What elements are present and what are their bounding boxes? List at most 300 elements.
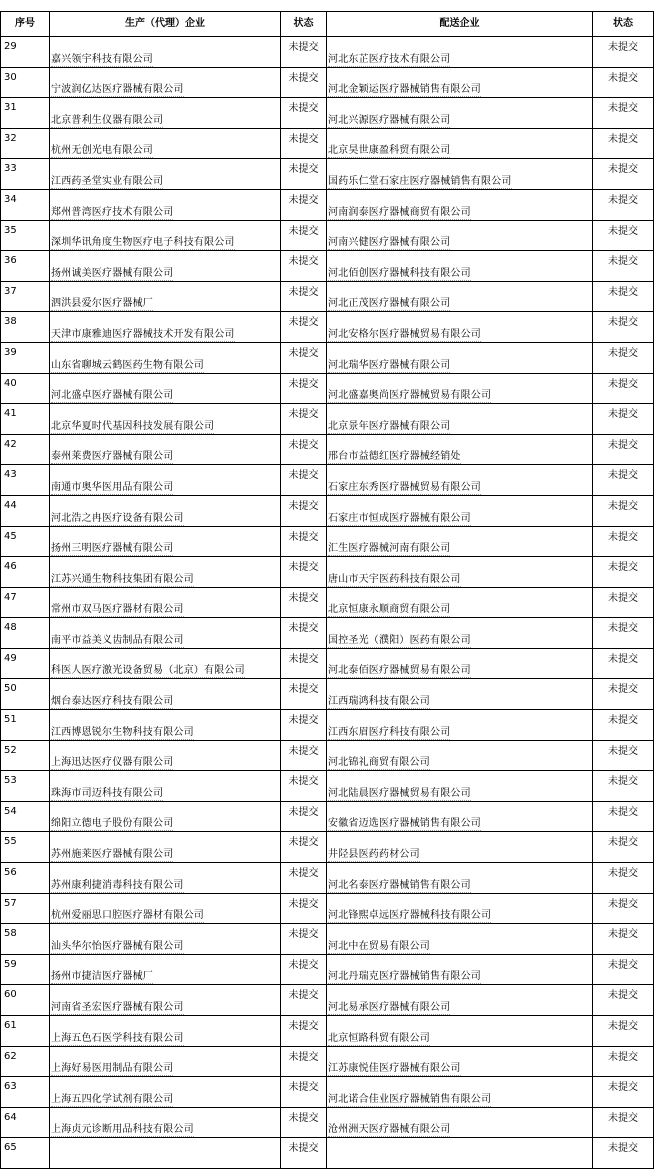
table-row [1, 618, 654, 649]
table-row [1, 98, 654, 129]
row-number: 61 [1, 1016, 50, 1047]
producer-status: 未提交 [281, 159, 327, 190]
table-row [1, 434, 654, 465]
distributor-status: 未提交 [593, 1107, 654, 1138]
distributor-company-text: 河北兴源医疗器械有限公司 [328, 114, 451, 126]
distributor-company [327, 251, 593, 282]
distributor-status: 未提交 [593, 893, 654, 924]
distributor-company-text: 河北安格尔医疗器械贸易有限公司 [328, 328, 481, 340]
distributor-status: 未提交 [593, 710, 654, 741]
header-status-2: 状态 [593, 12, 654, 37]
producer-status: 未提交 [281, 710, 327, 741]
producer-status: 未提交 [281, 404, 327, 435]
distributor-company [327, 465, 593, 496]
row-number: 42 [1, 434, 50, 465]
producer-status: 未提交 [281, 465, 327, 496]
distributor-company [327, 679, 593, 710]
producer-company [50, 985, 281, 1016]
distributor-status: 未提交 [593, 740, 654, 771]
header-distributor: 配送企业 [327, 12, 593, 37]
distributor-status: 未提交 [593, 648, 654, 679]
distributor-company-text: 北京景年医疗器械有限公司 [328, 420, 451, 432]
producer-company-text: 北京华夏时代基因科技发展有限公司 [51, 420, 215, 432]
producer-company-text: 科医人医疗激光设备贸易（北京）有限公司 [51, 665, 245, 677]
distributor-status: 未提交 [593, 1077, 654, 1108]
table-row [1, 342, 654, 373]
producer-status: 未提交 [281, 342, 327, 373]
distributor-status: 未提交 [593, 98, 654, 129]
producer-status: 未提交 [281, 954, 327, 985]
distributor-company-text: 国控圣光（濮阳）医药有限公司 [328, 634, 471, 646]
row-number: 52 [1, 740, 50, 771]
enterprise-status-table [0, 11, 654, 1169]
distributor-status: 未提交 [593, 1016, 654, 1047]
distributor-status: 未提交 [593, 954, 654, 985]
producer-company [50, 863, 281, 894]
table-row [1, 495, 654, 526]
distributor-status: 未提交 [593, 128, 654, 159]
producer-status: 未提交 [281, 526, 327, 557]
producer-status: 未提交 [281, 220, 327, 251]
table-row [1, 37, 654, 68]
distributor-company-text: 河北易承医疗器械有限公司 [328, 1002, 451, 1013]
producer-company [50, 740, 281, 771]
distributor-company-text: 北京昊世康盈科贸有限公司 [328, 145, 451, 157]
row-number: 50 [1, 679, 50, 710]
row-number: 38 [1, 312, 50, 343]
distributor-company [327, 710, 593, 741]
distributor-company-text: 唐山市天宇医药科技有限公司 [328, 573, 461, 585]
producer-company-text: 上海贞元诊断用品科技有限公司 [51, 1124, 194, 1136]
table-row [1, 771, 654, 802]
producer-company-text: 北京普利生仪器有限公司 [51, 114, 164, 126]
distributor-company [327, 220, 593, 251]
row-number: 49 [1, 648, 50, 679]
row-number: 46 [1, 557, 50, 588]
producer-status: 未提交 [281, 863, 327, 894]
distributor-company-text: 石家庄东秀医疗器械贸易有限公司 [328, 481, 481, 493]
producer-status: 未提交 [281, 128, 327, 159]
row-number: 33 [1, 159, 50, 190]
distributor-company [327, 1077, 593, 1108]
producer-company [50, 1107, 281, 1138]
producer-company [50, 159, 281, 190]
distributor-company-text: 石家庄市恒成医疗器械有限公司 [328, 512, 471, 524]
producer-company [50, 771, 281, 802]
producer-company-text: 南通市奥华医用品有限公司 [51, 481, 174, 493]
distributor-status: 未提交 [593, 863, 654, 894]
row-number: 34 [1, 189, 50, 220]
producer-status: 未提交 [281, 740, 327, 771]
table-row [1, 251, 654, 282]
producer-company [50, 189, 281, 220]
distributor-company [327, 434, 593, 465]
producer-status: 未提交 [281, 1016, 327, 1047]
producer-company [50, 251, 281, 282]
distributor-company [327, 740, 593, 771]
row-number: 32 [1, 128, 50, 159]
distributor-company [327, 1016, 593, 1047]
distributor-company-text: 安徽省迈选医疗器械销售有限公司 [328, 818, 481, 830]
table-row [1, 1107, 654, 1138]
row-number: 30 [1, 67, 50, 98]
distributor-company-text: 国药乐仁堂石家庄医疗器械销售有限公司 [328, 175, 512, 187]
producer-company-text: 珠海市司迈科技有限公司 [51, 787, 164, 799]
producer-status: 未提交 [281, 1046, 327, 1077]
row-number: 56 [1, 863, 50, 894]
producer-company [50, 954, 281, 985]
table-row [1, 893, 654, 924]
producer-status: 未提交 [281, 37, 327, 68]
producer-company [50, 1046, 281, 1077]
producer-company-text: 山东省聊城云鹤医药生物有限公司 [51, 359, 204, 371]
producer-company [50, 710, 281, 741]
table-row [1, 648, 654, 679]
distributor-company [327, 648, 593, 679]
table-row [1, 1077, 654, 1108]
producer-company-text: 南平市益美义齿制品有限公司 [51, 634, 184, 646]
header-producer: 生产（代理）企业 [50, 12, 281, 37]
table-row [1, 373, 654, 404]
distributor-status: 未提交 [593, 495, 654, 526]
table-row [1, 954, 654, 985]
distributor-status: 未提交 [593, 1046, 654, 1077]
producer-company-text: 杭州爱丽思口腔医疗器材有限公司 [51, 910, 204, 922]
producer-company-text: 河北浩之冉医疗设备有限公司 [51, 512, 184, 524]
distributor-company-text: 河北东芷医疗技术有限公司 [328, 53, 451, 65]
row-number: 40 [1, 373, 50, 404]
distributor-status: 未提交 [593, 618, 654, 649]
distributor-company [327, 1046, 593, 1077]
producer-company-text: 河南省圣宏医疗器械有限公司 [51, 1002, 184, 1013]
table-row [1, 863, 654, 894]
producer-status: 未提交 [281, 373, 327, 404]
producer-company-text: 上海迅达医疗仪器有限公司 [51, 757, 174, 769]
distributor-status: 未提交 [593, 587, 654, 618]
row-number: 62 [1, 1046, 50, 1077]
distributor-status: 未提交 [593, 1138, 654, 1169]
distributor-status: 未提交 [593, 679, 654, 710]
producer-status: 未提交 [281, 832, 327, 863]
producer-status: 未提交 [281, 434, 327, 465]
distributor-company-text: 河北瑞华医疗器械有限公司 [328, 359, 451, 371]
row-number: 64 [1, 1107, 50, 1138]
distributor-company [327, 128, 593, 159]
producer-company [50, 465, 281, 496]
distributor-status: 未提交 [593, 801, 654, 832]
table-row [1, 404, 654, 435]
distributor-company-text: 河北陆晨医疗器械贸易有限公司 [328, 787, 471, 799]
distributor-company-text: 沧州洲天医疗器械有限公司 [328, 1124, 451, 1136]
row-number: 58 [1, 924, 50, 955]
distributor-status: 未提交 [593, 37, 654, 68]
producer-status: 未提交 [281, 801, 327, 832]
distributor-company [327, 1138, 593, 1169]
producer-company [50, 801, 281, 832]
producer-company-text: 泰州莱费医疗器械有限公司 [51, 451, 174, 463]
producer-company [50, 1138, 281, 1169]
table-row [1, 465, 654, 496]
distributor-company [327, 281, 593, 312]
distributor-status: 未提交 [593, 342, 654, 373]
producer-company [50, 373, 281, 404]
distributor-status: 未提交 [593, 312, 654, 343]
distributor-status: 未提交 [593, 924, 654, 955]
row-number: 48 [1, 618, 50, 649]
distributor-company-text: 邢台市益德红医疗器械经销处 [328, 451, 461, 463]
row-number: 37 [1, 281, 50, 312]
producer-company-text: 扬州三明医疗器械有限公司 [51, 543, 174, 555]
distributor-company [327, 893, 593, 924]
producer-status: 未提交 [281, 1107, 327, 1138]
producer-status: 未提交 [281, 587, 327, 618]
distributor-status: 未提交 [593, 67, 654, 98]
row-number: 31 [1, 98, 50, 129]
row-number: 36 [1, 251, 50, 282]
distributor-company [327, 954, 593, 985]
distributor-company [327, 373, 593, 404]
distributor-company-text: 井陉县医药药材公司 [328, 849, 420, 861]
table-row [1, 1138, 654, 1169]
producer-company-text: 扬州市捷洁医疗器械厂 [51, 971, 153, 983]
producer-status: 未提交 [281, 251, 327, 282]
producer-company [50, 1016, 281, 1047]
producer-status: 未提交 [281, 924, 327, 955]
producer-company-text: 扬州诚美医疗器械有限公司 [51, 267, 174, 279]
table-row [1, 189, 654, 220]
table-body [1, 37, 654, 1169]
distributor-company-text: 汇生医疗器械河南有限公司 [328, 543, 451, 555]
row-number: 54 [1, 801, 50, 832]
header-status-1: 状态 [281, 12, 327, 37]
producer-company [50, 495, 281, 526]
distributor-company-text: 江西瑞鸿科技有限公司 [328, 696, 430, 708]
producer-status: 未提交 [281, 771, 327, 802]
producer-company [50, 37, 281, 68]
table-row [1, 312, 654, 343]
producer-company-text: 郑州普湾医疗技术有限公司 [51, 206, 174, 218]
producer-status: 未提交 [281, 1138, 327, 1169]
producer-company-text: 绵阳立德电子股份有限公司 [51, 818, 174, 830]
table-row [1, 924, 654, 955]
distributor-company-text: 河北佰创医疗器械科技有限公司 [328, 267, 471, 279]
producer-status: 未提交 [281, 985, 327, 1016]
row-number: 29 [1, 37, 50, 68]
distributor-company [327, 557, 593, 588]
producer-status: 未提交 [281, 618, 327, 649]
producer-company-text: 上海五色石医学科技有限公司 [51, 1032, 184, 1044]
distributor-company [327, 526, 593, 557]
producer-company [50, 220, 281, 251]
row-number: 45 [1, 526, 50, 557]
row-number: 44 [1, 495, 50, 526]
producer-status: 未提交 [281, 679, 327, 710]
producer-company-text: 河北盛卓医疗器械有限公司 [51, 390, 174, 402]
row-number: 57 [1, 893, 50, 924]
table-row [1, 587, 654, 618]
producer-status: 未提交 [281, 495, 327, 526]
producer-company-text: 江西药圣堂实业有限公司 [51, 175, 164, 187]
row-number: 43 [1, 465, 50, 496]
distributor-company [327, 587, 593, 618]
producer-company-text: 苏州施莱医疗器械有限公司 [51, 849, 174, 861]
distributor-status: 未提交 [593, 526, 654, 557]
distributor-status: 未提交 [593, 465, 654, 496]
producer-status: 未提交 [281, 648, 327, 679]
row-number: 55 [1, 832, 50, 863]
table-header-row [1, 12, 654, 37]
distributor-status: 未提交 [593, 159, 654, 190]
distributor-status: 未提交 [593, 404, 654, 435]
distributor-status: 未提交 [593, 434, 654, 465]
row-number: 63 [1, 1077, 50, 1108]
distributor-company [327, 924, 593, 955]
producer-company [50, 557, 281, 588]
distributor-company [327, 312, 593, 343]
distributor-company [327, 37, 593, 68]
table-row [1, 281, 654, 312]
distributor-company-text: 河北盛嘉奥尚医疗器械贸易有限公司 [328, 390, 492, 402]
producer-company [50, 679, 281, 710]
producer-status: 未提交 [281, 67, 327, 98]
distributor-company-text: 河北正茂医疗器械有限公司 [328, 298, 451, 310]
table-row [1, 832, 654, 863]
table-row [1, 220, 654, 251]
producer-company [50, 618, 281, 649]
table-row [1, 801, 654, 832]
table-row [1, 710, 654, 741]
producer-company [50, 342, 281, 373]
producer-company-text: 烟台泰达医疗科技有限公司 [51, 696, 174, 708]
distributor-company [327, 771, 593, 802]
distributor-company [327, 404, 593, 435]
distributor-status: 未提交 [593, 771, 654, 802]
distributor-company [327, 159, 593, 190]
distributor-company [327, 1107, 593, 1138]
producer-company [50, 98, 281, 129]
producer-company-text: 深圳华讯角度生物医疗电子科技有限公司 [51, 237, 235, 249]
distributor-status: 未提交 [593, 251, 654, 282]
producer-company-text: 宁波润亿达医疗器械有限公司 [51, 84, 184, 96]
producer-company [50, 648, 281, 679]
distributor-status: 未提交 [593, 189, 654, 220]
distributor-company-text: 江西东眉医疗科技有限公司 [328, 726, 451, 738]
distributor-company-text: 河北锦礼商贸有限公司 [328, 757, 430, 769]
distributor-company [327, 189, 593, 220]
row-number: 51 [1, 710, 50, 741]
distributor-company [327, 342, 593, 373]
producer-status: 未提交 [281, 281, 327, 312]
table-row [1, 557, 654, 588]
row-number: 60 [1, 985, 50, 1016]
row-number: 65 [1, 1138, 50, 1169]
producer-company [50, 832, 281, 863]
producer-company-text: 上海五四化学试剂有限公司 [51, 1093, 174, 1105]
producer-company [50, 526, 281, 557]
producer-company-text: 汕头华尔怡医疗器械有限公司 [51, 940, 184, 952]
distributor-company [327, 985, 593, 1016]
row-number: 39 [1, 342, 50, 373]
producer-company-text: 嘉兴领宇科技有限公司 [51, 53, 153, 65]
distributor-company [327, 495, 593, 526]
row-number: 53 [1, 771, 50, 802]
producer-company [50, 312, 281, 343]
producer-status: 未提交 [281, 98, 327, 129]
distributor-company [327, 618, 593, 649]
producer-company-text: 江西博恩锐尔生物科技有限公司 [51, 726, 194, 738]
producer-company [50, 128, 281, 159]
distributor-company [327, 832, 593, 863]
distributor-company-text: 河北中在贸易有限公司 [328, 940, 430, 952]
distributor-company-text: 北京恒康永顺商贸有限公司 [328, 604, 451, 616]
distributor-status: 未提交 [593, 557, 654, 588]
producer-company [50, 434, 281, 465]
row-number: 41 [1, 404, 50, 435]
producer-company-text: 杭州无创光电有限公司 [51, 145, 153, 157]
distributor-company [327, 67, 593, 98]
producer-company-text: 泗洪县爱尔医疗器械厂 [51, 298, 153, 310]
distributor-company-text: 河南润泰医疗器械商贸有限公司 [328, 206, 471, 218]
producer-company-text: 常州市双马医疗器材有限公司 [51, 604, 184, 616]
distributor-company-text: 河北泰佰医疗器械贸易有限公司 [328, 665, 471, 677]
table-row [1, 128, 654, 159]
producer-company-text: 天津市康雅迪医疗器械技术开发有限公司 [51, 328, 235, 340]
distributor-company-text: 河北锋熙卓远医疗器械科技有限公司 [328, 910, 492, 922]
distributor-status: 未提交 [593, 220, 654, 251]
table-row [1, 159, 654, 190]
producer-company [50, 587, 281, 618]
distributor-status: 未提交 [593, 832, 654, 863]
distributor-company-text: 河北诺合佳业医疗器械销售有限公司 [328, 1093, 492, 1105]
table-row [1, 679, 654, 710]
distributor-company-text: 河北金颖运医疗器械销售有限公司 [328, 84, 481, 96]
distributor-company [327, 98, 593, 129]
distributor-company [327, 863, 593, 894]
producer-status: 未提交 [281, 557, 327, 588]
producer-company [50, 281, 281, 312]
producer-company [50, 67, 281, 98]
producer-status: 未提交 [281, 312, 327, 343]
producer-company-text: 上海好易医用制品有限公司 [51, 1063, 174, 1075]
producer-status: 未提交 [281, 189, 327, 220]
table-row [1, 67, 654, 98]
producer-status: 未提交 [281, 1077, 327, 1108]
producer-company [50, 893, 281, 924]
table-row [1, 1016, 654, 1047]
table-row [1, 1046, 654, 1077]
row-number: 47 [1, 587, 50, 618]
distributor-company-text: 北京恒路科贸有限公司 [328, 1032, 430, 1044]
header-num: 序号 [1, 12, 50, 37]
distributor-company-text: 江苏康悦佳医疗器械有限公司 [328, 1063, 461, 1075]
distributor-status: 未提交 [593, 281, 654, 312]
producer-company [50, 404, 281, 435]
distributor-company-text: 河北丹瑞克医疗器械销售有限公司 [328, 971, 481, 983]
producer-company [50, 1077, 281, 1108]
distributor-company [327, 801, 593, 832]
producer-company [50, 924, 281, 955]
row-number: 35 [1, 220, 50, 251]
distributor-company-text: 河南兴健医疗器械有限公司 [328, 237, 451, 249]
table-row [1, 740, 654, 771]
distributor-status: 未提交 [593, 985, 654, 1016]
producer-company-text: 苏州康利捷消毒科技有限公司 [51, 879, 184, 891]
producer-status: 未提交 [281, 893, 327, 924]
row-number: 59 [1, 954, 50, 985]
distributor-status: 未提交 [593, 373, 654, 404]
table-row [1, 985, 654, 1016]
table-row [1, 526, 654, 557]
